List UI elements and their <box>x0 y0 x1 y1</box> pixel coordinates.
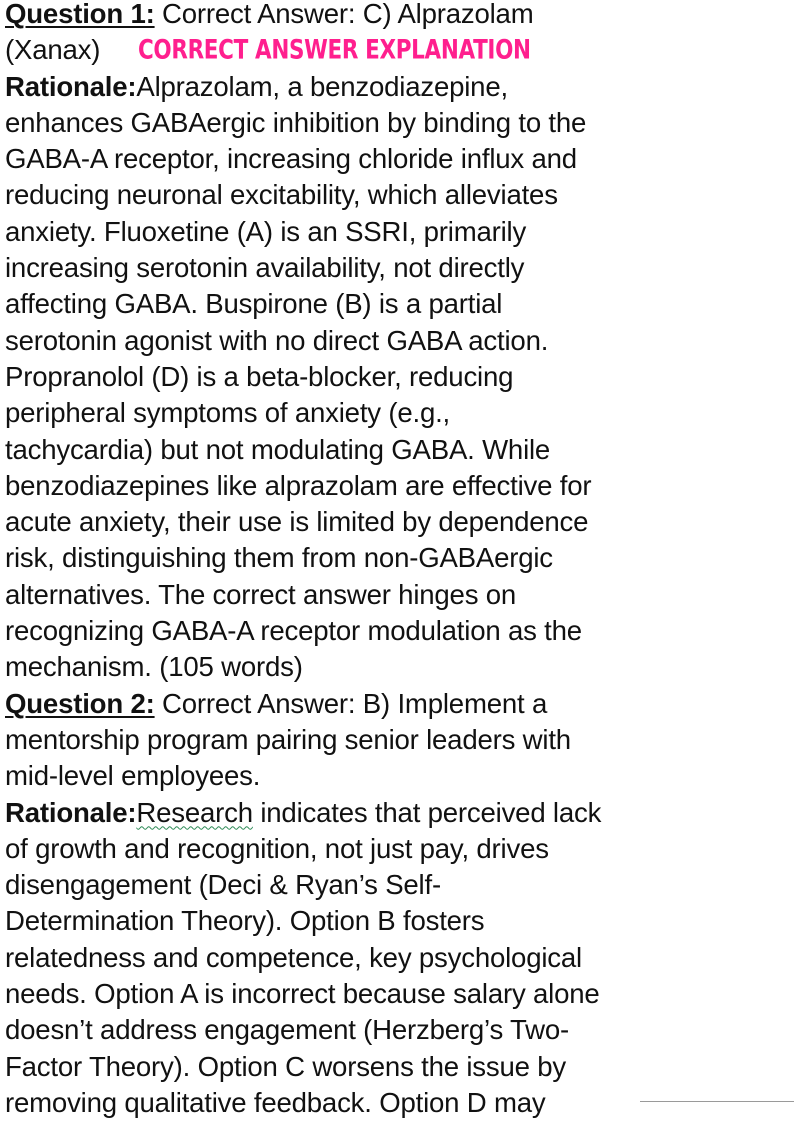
rationale-line: GABA-A receptor, increasing chloride influx and <box>5 143 577 175</box>
rationale-line: alternatives. The correct answer hinges on <box>5 578 517 610</box>
question-1-answer-line <box>5 0 791 32</box>
rationale-line: tachycardia) but not modulating GABA. While <box>5 433 551 465</box>
rationale-line: of growth and recognition, not just pay, drives <box>5 832 549 864</box>
question-1-label: Question 1: <box>5 0 155 29</box>
rationale-line: Factor Theory). Option C worsens the issue by <box>5 1050 566 1082</box>
rationale-line: anxiety. Fluoxetine (A) is an SSRI, primarily <box>5 215 527 247</box>
page-edge-divider <box>640 1101 794 1102</box>
rationale-line: increasing serotonin availability, not directly <box>5 252 525 284</box>
rationale-text: indicates that perceived lack <box>252 796 602 828</box>
rationale-line: needs. Option A is incorrect because salary alone <box>5 978 600 1010</box>
rationale-line: disengagement (Deci & Ryan’s Self- <box>5 869 441 901</box>
question-2-answer-line: mid-level employees. <box>5 760 261 792</box>
rationale-line: serotonin agonist with no direct GABA action. <box>5 324 549 356</box>
rationale-line: recognizing GABA-A receptor modulation as the <box>5 615 582 647</box>
rationale-line: risk, distinguishing them from non-GABAergic <box>5 542 553 574</box>
rationale-line: affecting GABA. Buspirone (B) is a partial <box>5 288 503 320</box>
rationale-line: acute anxiety, their use is limited by dependence <box>5 506 589 538</box>
rationale-line: doesn’t address engagement (Herzberg’s Two- <box>5 1014 570 1046</box>
question-1-answer-line-2 <box>5 32 791 68</box>
rationale-line: enhances GABAergic inhibition by binding to the <box>5 106 587 138</box>
correct-answer-explanation-stamp: CORRECT ANSWER EXPLANATION <box>138 34 531 65</box>
question-2-answer-line <box>5 686 791 722</box>
question-2-answer-text: Correct Answer: B) Implement a <box>154 687 548 719</box>
rationale-line: Propranolol (D) is a beta-blocker, reducing <box>5 360 514 392</box>
rationale-line: mechanism. (105 words) <box>5 651 303 683</box>
question-2-rationale-line <box>5 795 791 831</box>
spellcheck-flagged-word: Research <box>136 796 253 828</box>
rationale-line: peripheral symptoms of anxiety (e.g., <box>5 397 451 429</box>
question-2-answer-line: mentorship program pairing senior leaders with <box>5 723 571 755</box>
question-1-rationale-label: Rationale: <box>5 70 137 102</box>
rationale-text: Alprazolam, a benzodiazepine, <box>136 70 508 102</box>
document-page <box>5 0 791 1118</box>
question-1-answer-text-2: (Xanax) <box>5 34 101 66</box>
rationale-line-cut-off: removing qualitative feedback. Option D may <box>5 1086 546 1118</box>
question-2-label: Question 2: <box>5 687 155 719</box>
rationale-line: relatedness and competence, key psychological <box>5 941 582 973</box>
question-1-answer-text: Correct Answer: C) Alprazolam <box>154 0 534 29</box>
question-2-rationale-label: Rationale: <box>5 796 137 828</box>
rationale-line: benzodiazepines like alprazolam are effective for <box>5 469 592 501</box>
question-1-rationale-line <box>5 69 791 105</box>
rationale-line: Determination Theory). Option B fosters <box>5 905 485 937</box>
rationale-line: reducing neuronal excitability, which alleviates <box>5 179 558 211</box>
